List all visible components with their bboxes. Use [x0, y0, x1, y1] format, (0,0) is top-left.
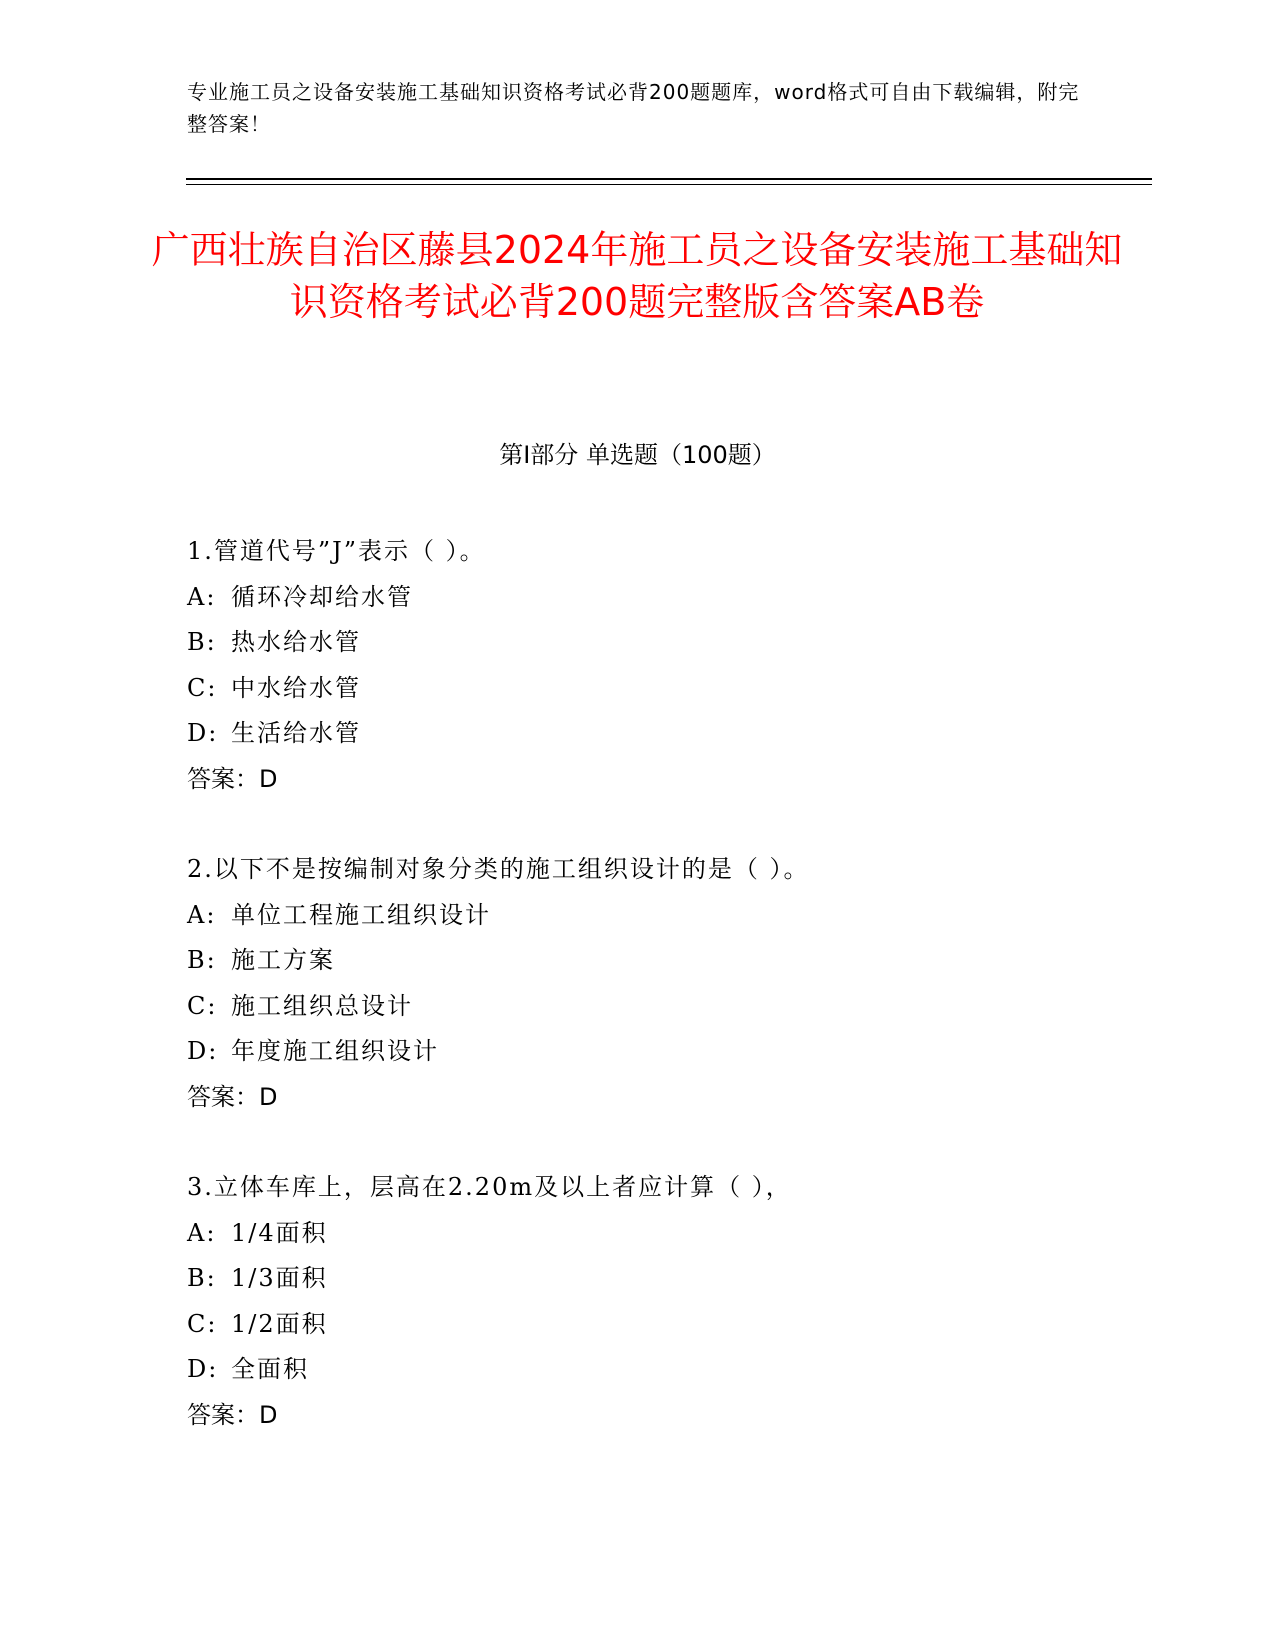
question-item — [187, 529, 1147, 802]
option-a — [187, 1211, 1147, 1257]
option-key: D: — [187, 719, 219, 747]
option-key: A: — [187, 900, 217, 929]
question-list — [187, 529, 1147, 1483]
option-text: 全面积 — [231, 1355, 309, 1383]
option-b — [187, 620, 1147, 666]
option-d — [187, 1029, 1147, 1075]
answer-line: 答案：D — [187, 764, 278, 793]
option-key: B: — [187, 628, 217, 656]
question-stem: 2.以下不是按编制对象分类的施工组织设计的是（ ）。 — [187, 855, 810, 883]
option-key: C: — [187, 991, 218, 1020]
answer-line: 答案：D — [187, 1400, 278, 1429]
option-d — [187, 711, 1147, 757]
document-title: 广西壮族自治区藤县2024年施工员之设备安装施工基础知识资格考试必背200题完整版含答案AB卷 — [151, 228, 1123, 324]
option-a — [187, 575, 1147, 621]
section-heading: 第Ⅰ部分 单选题（100题） — [499, 441, 776, 469]
option-text: 循环冷却给水管 — [231, 582, 413, 611]
option-text: 热水给水管 — [231, 628, 361, 656]
option-key: B: — [187, 1264, 217, 1292]
option-text: 单位工程施工组织设计 — [231, 900, 491, 929]
question-item — [187, 847, 1147, 1120]
option-d — [187, 1347, 1147, 1393]
option-key: C: — [187, 673, 218, 702]
question-stem: 3.立体车库上，层高在2.20m及以上者应计算（ ）， — [187, 1173, 792, 1201]
option-a — [187, 893, 1147, 939]
option-text: 施工方案 — [231, 946, 335, 974]
option-text: 生活给水管 — [231, 719, 361, 747]
option-text: 施工组织总设计 — [231, 991, 413, 1020]
option-key: A: — [187, 582, 217, 611]
option-c — [187, 666, 1147, 712]
option-key: B: — [187, 946, 217, 974]
header-divider-thick — [186, 178, 1152, 180]
option-key: C: — [187, 1309, 218, 1338]
option-key: A: — [187, 1218, 217, 1247]
header-note: 专业施工员之设备安装施工基础知识资格考试必背200题题库，word格式可自由下载编辑，附完整答案！ — [187, 80, 1080, 136]
question-item — [187, 1165, 1147, 1438]
option-text: 1/4面积 — [231, 1218, 328, 1247]
option-text: 中水给水管 — [231, 673, 361, 702]
question-stem: 1.管道代号”J”表示（ ）。 — [187, 537, 486, 565]
option-key: D: — [187, 1355, 219, 1383]
option-b — [187, 938, 1147, 984]
option-text: 1/2面积 — [231, 1309, 328, 1338]
option-c — [187, 984, 1147, 1030]
option-b — [187, 1256, 1147, 1302]
option-c — [187, 1302, 1147, 1348]
answer-line: 答案：D — [187, 1082, 278, 1111]
header-divider-thin — [186, 184, 1152, 185]
option-text: 1/3面积 — [231, 1264, 328, 1292]
option-text: 年度施工组织设计 — [231, 1037, 439, 1065]
option-key: D: — [187, 1037, 219, 1065]
